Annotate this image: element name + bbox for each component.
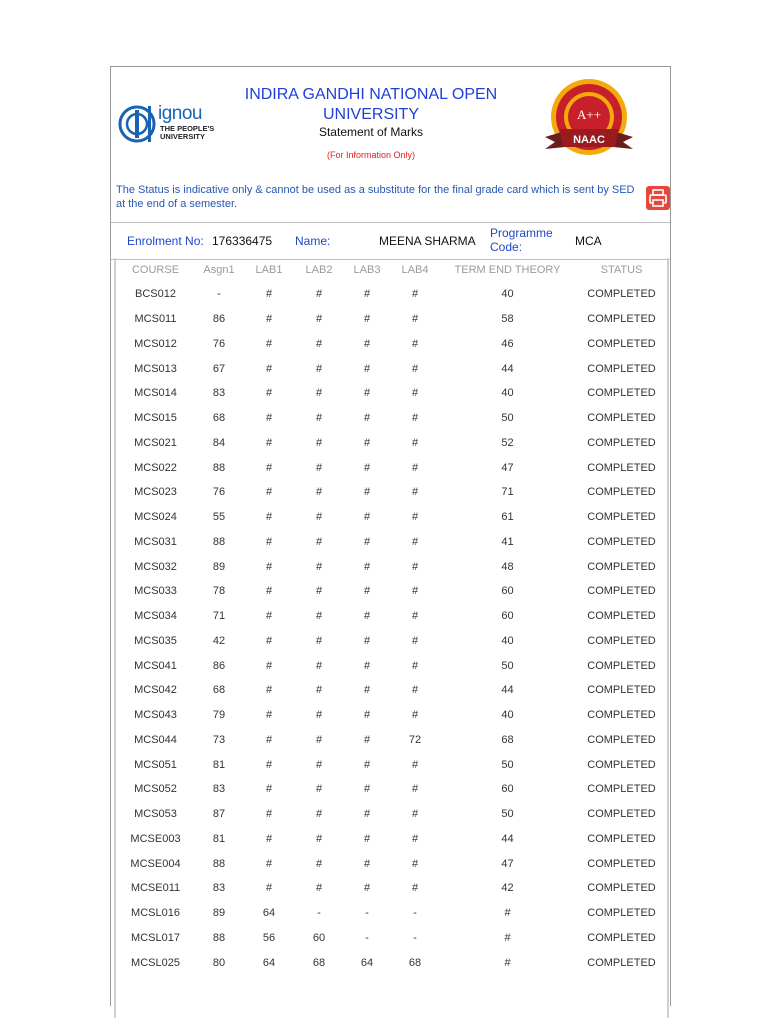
table-cell: 88 [212,857,226,870]
table-cell: # [411,560,419,573]
table-cell: COMPLETED [587,412,656,425]
table-cell: 79 [212,709,226,722]
table-cell: # [363,560,371,573]
table-cell: # [363,709,371,722]
table-cell: # [363,684,371,697]
table-cell: COMPLETED [587,931,656,944]
table-cell: BCS012 [135,288,176,301]
ignou-logo-icon [118,104,158,144]
table-cell: 47 [501,461,514,474]
table-cell: COMPLETED [587,362,656,375]
table-cell: MCSE011 [130,882,181,895]
table-cell: # [265,659,273,672]
table-cell: # [411,832,419,845]
table-cell: MCS043 [134,709,177,722]
university-title-line1: INDIRA GANDHI NATIONAL OPEN [244,86,498,103]
badge-grade: A++ [576,107,602,122]
table-cell: MCS031 [134,535,177,548]
table-cell: MCS034 [134,610,177,623]
column-header: LAB1 [255,264,283,276]
table-cell: # [363,659,371,672]
university-title [241,85,501,125]
table-cell: MCS013 [134,362,177,375]
column-header: LAB3 [353,264,381,276]
table-row [116,851,667,876]
table-cell: # [363,288,371,301]
column-header: Asgn1 [203,264,235,276]
table-cell: 68 [408,956,422,969]
table-cell: COMPLETED [587,882,656,895]
table-cell: 40 [501,634,514,647]
table-cell: # [363,436,371,449]
table-cell: MCS052 [134,783,177,796]
table-cell: # [411,659,419,672]
table-cell: 83 [212,387,226,400]
table-cell: # [265,387,273,400]
badge-text: NAAC [573,134,605,146]
table-cell: 88 [212,931,226,944]
table-row [116,381,667,406]
table-cell: # [411,313,419,326]
table-cell: 41 [501,535,514,548]
table-cell: 88 [212,461,226,474]
table-cell: 71 [212,610,226,623]
table-row [116,752,667,777]
table-body [116,282,667,975]
table-cell: COMPLETED [587,387,656,400]
table-cell: # [363,412,371,425]
table-row [116,950,667,975]
table-cell: 48 [501,560,514,573]
table-cell: # [265,461,273,474]
table-cell: # [363,857,371,870]
table-cell: MCSE003 [130,832,181,845]
table-cell: 89 [212,560,226,573]
table-cell: COMPLETED [587,783,656,796]
table-cell: 72 [408,733,422,746]
marks-statement-sheet [110,66,671,1006]
table-cell: # [265,808,273,821]
table-cell: # [265,857,273,870]
table-cell: MCS012 [134,337,177,350]
table-row [116,530,667,555]
page-title: Statement of Marks [318,125,424,139]
table-cell: MCSL025 [131,956,180,969]
table-cell: 47 [501,857,514,870]
table-cell: 67 [212,362,226,375]
table-cell: 58 [501,313,514,326]
table-row [116,307,667,332]
table-cell: 55 [212,511,226,524]
table-cell: 73 [212,733,226,746]
enrolment-value: 176336475 [212,234,273,248]
table-cell: 80 [212,956,226,969]
table-cell: MCS021 [134,436,177,449]
enrolment-label: Enrolment No: [127,234,204,248]
table-cell: 40 [501,387,514,400]
table-cell: # [363,486,371,499]
table-cell: MCS024 [134,511,177,524]
status-disclaimer: The Status is indicative only & cannot be used as a substitute for the final grade card which is sent by SED at the end of a semester. [116,184,635,210]
table-cell: # [315,733,323,746]
column-header: STATUS [600,264,643,276]
table-cell: # [315,337,323,350]
table-row [116,827,667,852]
table-row [116,876,667,901]
table-cell: MCS051 [134,758,177,771]
table-cell: 83 [212,882,226,895]
table-cell: MCSL016 [131,907,180,920]
logo-tagline: THE PEOPLE'S UNIVERSITY [160,124,215,141]
table-cell: MCS053 [134,808,177,821]
logo-wordmark: ignou [158,103,202,124]
table-cell: # [265,313,273,326]
table-cell: 68 [212,412,226,425]
programme-label: Programme Code: [490,226,553,254]
table-cell: # [265,288,273,301]
column-header: LAB2 [305,264,333,276]
table-cell: # [411,634,419,647]
table-cell: # [265,709,273,722]
table-cell: COMPLETED [587,486,656,499]
table-cell: # [411,535,419,548]
table-cell: COMPLETED [587,659,656,672]
table-cell: MCS015 [134,412,177,425]
table-cell: # [265,535,273,548]
column-header: COURSE [131,264,180,276]
table-cell: # [265,733,273,746]
table-cell: # [265,436,273,449]
table-cell: # [504,907,511,920]
table-cell: COMPLETED [587,436,656,449]
table-cell: # [363,783,371,796]
table-cell: 68 [312,956,326,969]
table-cell: COMPLETED [587,907,656,920]
table-cell: # [315,684,323,697]
table-cell: # [411,511,419,524]
table-cell: MCS014 [134,387,177,400]
table-cell: # [315,585,323,598]
table-cell: COMPLETED [587,313,656,326]
table-cell: 87 [212,808,226,821]
table-cell: MCS044 [134,733,177,746]
table-cell: 86 [212,659,226,672]
table-cell: # [315,387,323,400]
table-cell: 50 [501,659,514,672]
table-cell: # [411,882,419,895]
table-cell: 64 [262,956,276,969]
table-cell: - [365,931,369,944]
table-cell: 42 [212,634,226,647]
table-cell: # [411,758,419,771]
table-row [116,282,667,307]
table-cell: # [315,709,323,722]
university-title-line2: UNIVERSITY [322,106,419,123]
table-cell: MCS032 [134,560,177,573]
table-row [116,431,667,456]
table-cell: COMPLETED [587,634,656,647]
table-cell: # [265,362,273,375]
table-cell: # [265,783,273,796]
table-cell: # [363,733,371,746]
table-cell: # [265,634,273,647]
marks-table [116,258,667,975]
table-row [116,653,667,678]
table-cell: 42 [501,882,514,895]
table-cell: # [265,882,273,895]
table-cell: # [411,709,419,722]
table-cell: # [411,585,419,598]
table-cell: COMPLETED [587,857,656,870]
table-cell: # [363,313,371,326]
print-button[interactable] [646,186,670,210]
student-info-row [111,222,670,260]
marks-table-container [114,258,669,1018]
table-cell: MCSL017 [131,931,180,944]
table-cell: 76 [212,337,226,350]
table-cell: # [363,511,371,524]
table-cell: # [315,436,323,449]
table-row [116,926,667,951]
table-cell: # [265,832,273,845]
table-row [116,480,667,505]
table-cell: # [363,634,371,647]
table-cell: - [317,907,321,920]
table-cell: COMPLETED [587,560,656,573]
table-row [116,505,667,530]
table-cell: # [265,684,273,697]
table-cell: 64 [262,907,276,920]
table-cell: COMPLETED [587,511,656,524]
table-cell: # [504,931,511,944]
table-row [116,678,667,703]
table-cell: # [411,461,419,474]
table-cell: # [363,758,371,771]
table-cell: 60 [312,931,326,944]
table-cell: 83 [212,783,226,796]
table-cell: MCS033 [134,585,177,598]
table-cell: COMPLETED [587,610,656,623]
table-cell: 86 [212,313,226,326]
table-cell: 78 [212,585,226,598]
table-cell: # [265,412,273,425]
table-cell: 44 [501,684,514,697]
programme-value: MCA [575,234,602,248]
table-cell: # [411,337,419,350]
table-cell: # [411,362,419,375]
table-header-row [116,258,667,282]
table-cell: 44 [501,832,514,845]
table-cell: 89 [212,907,226,920]
table-cell: 81 [212,832,226,845]
table-cell: 50 [501,808,514,821]
table-cell: 44 [501,362,514,375]
table-cell: # [315,783,323,796]
table-cell: # [315,313,323,326]
table-cell: 40 [501,709,514,722]
table-cell: # [265,758,273,771]
table-cell: 50 [501,758,514,771]
table-cell: # [315,511,323,524]
table-cell: # [411,288,419,301]
table-cell: # [411,783,419,796]
table-row [116,703,667,728]
table-row [116,356,667,381]
information-note: (For Information Only) [326,150,416,160]
name-label: Name: [295,234,331,248]
table-cell: COMPLETED [587,956,656,969]
print-icon [646,186,670,210]
table-row [116,901,667,926]
table-cell: MCS041 [134,659,177,672]
table-cell: MCS023 [134,486,177,499]
table-cell: COMPLETED [587,337,656,350]
table-cell: 46 [501,337,514,350]
table-cell: # [363,832,371,845]
table-cell: MCS042 [134,684,177,697]
ignou-logo [118,103,218,145]
table-cell: COMPLETED [587,535,656,548]
table-cell: # [363,461,371,474]
table-row [116,802,667,827]
column-header: TERM END THEORY [454,264,561,276]
table-cell: # [411,412,419,425]
table-cell: 40 [501,288,514,301]
table-cell: # [315,412,323,425]
table-cell: # [363,610,371,623]
table-cell: # [315,461,323,474]
table-cell: 84 [212,436,226,449]
table-cell: # [315,634,323,647]
table-row [116,777,667,802]
table-cell: 71 [501,486,514,499]
table-cell: # [363,337,371,350]
table-cell: COMPLETED [587,733,656,746]
table-cell: 52 [501,436,514,449]
table-cell: # [265,486,273,499]
table-cell: 60 [501,610,514,623]
table-cell: # [363,808,371,821]
table-cell: MCS022 [134,461,177,474]
table-cell: # [265,560,273,573]
table-cell: 61 [501,511,514,524]
table-cell: # [315,288,323,301]
table-cell: # [411,436,419,449]
table-cell: 56 [262,931,276,944]
table-cell: # [315,659,323,672]
table-cell: 81 [212,758,226,771]
table-cell: COMPLETED [587,832,656,845]
table-cell: COMPLETED [587,585,656,598]
table-cell: # [315,808,323,821]
table-cell: COMPLETED [587,684,656,697]
table-cell: # [265,511,273,524]
table-row [116,332,667,357]
table-cell: - [217,288,221,301]
table-cell: 68 [501,733,514,746]
table-cell: MCS035 [134,634,177,647]
table-cell: # [315,857,323,870]
table-cell: # [411,387,419,400]
naac-badge-icon [541,77,637,161]
table-row [116,579,667,604]
table-cell: - [413,931,417,944]
table-cell: COMPLETED [587,461,656,474]
table-row [116,554,667,579]
table-cell: # [411,857,419,870]
table-cell: # [265,585,273,598]
table-cell: # [363,362,371,375]
table-cell: COMPLETED [587,758,656,771]
table-row [116,728,667,753]
table-cell: # [504,956,511,969]
table-row [116,406,667,431]
table-cell: 60 [501,585,514,598]
table-cell: 88 [212,535,226,548]
table-cell: # [411,610,419,623]
table-cell: # [265,337,273,350]
table-cell: # [363,882,371,895]
table-cell: # [363,535,371,548]
table-cell: # [315,486,323,499]
table-cell: # [315,560,323,573]
table-cell: 60 [501,783,514,796]
table-row [116,455,667,480]
table-cell: - [365,907,369,920]
table-cell: MCSE004 [130,857,181,870]
table-cell: COMPLETED [587,808,656,821]
table-cell: MCS011 [134,313,177,326]
table-row [116,629,667,654]
table-cell: # [315,362,323,375]
table-cell: 76 [212,486,226,499]
table-cell: # [265,610,273,623]
table-cell: 50 [501,412,514,425]
table-cell: # [363,585,371,598]
table-cell: 64 [360,956,374,969]
table-cell: COMPLETED [587,288,656,301]
table-cell: # [315,535,323,548]
table-cell: # [315,832,323,845]
column-header: LAB4 [401,264,429,276]
table-cell: # [411,684,419,697]
table-cell: # [315,882,323,895]
table-row [116,604,667,629]
table-cell: # [315,610,323,623]
table-cell: # [315,758,323,771]
table-cell: # [363,387,371,400]
table-cell: # [411,486,419,499]
table-cell: - [413,907,417,920]
name-value: MEENA SHARMA [379,234,476,248]
table-cell: COMPLETED [587,709,656,722]
table-cell: 68 [212,684,226,697]
table-cell: # [411,808,419,821]
